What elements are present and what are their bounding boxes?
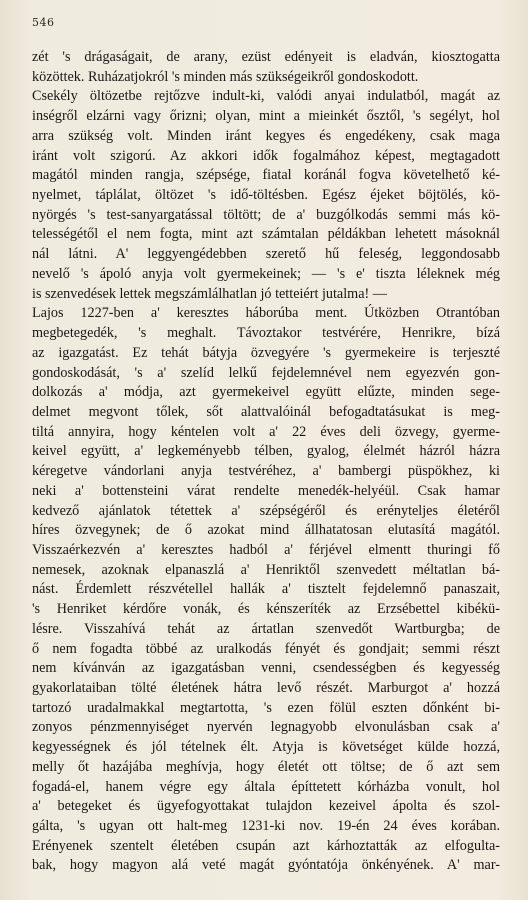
text-line: iránt volt szigorú. Az akkori idők fogalmához képest, megtagadott bbox=[32, 147, 500, 164]
text-line: kegyességnek és jól tételnek élt. Atyja is követséget külde hozzá, bbox=[32, 739, 500, 756]
text-line: keivel együtt, a' legkeményebb télben, gyalog, élelmét házról házra bbox=[32, 443, 500, 460]
text-line: Csekély öltözetbe rejtőzve indult-ki, valódi anyai indulatból, magát az bbox=[32, 88, 500, 105]
text-line: telességétől el nem fogta, mint azt számtalan példákban lehetett másoknál bbox=[32, 226, 500, 243]
text-line: nást. Érdemlett részvétellel hallák a' tisztelt fejdelemnő panaszait, bbox=[32, 581, 500, 598]
text-line: közöttek. Ruházatjokról 's minden más szükségeikről gondoskodott. bbox=[32, 68, 419, 85]
text-line: gondoskodását, 's a' szelíd lelkű fejdelemnével nem egyezvén gon- bbox=[32, 364, 500, 381]
text-line: Erényenek szentelt életében csupán azt kárhoztatták az elfogulta- bbox=[32, 837, 500, 854]
text-line: 's Henriket kérdőre vonák, és kénszeríték az Erzsébettel kibékü- bbox=[32, 601, 500, 618]
text-line: nyörgés 's test-sanyargatással töltött; de a' buzgólkodás semmi más kö- bbox=[32, 206, 500, 223]
text-line: magától minden rangja, szépsége, fiatal koránál fogva követelhető ké- bbox=[32, 167, 500, 184]
text-line: Lajos 1227-ben a' keresztes háborúba ment. Útközben Otrantóban bbox=[32, 305, 500, 322]
text-line: nál látni. A' leggyengédebben szerető hű feleség, leggondosabb bbox=[32, 246, 500, 263]
text-line: híres özvegynek; de ő azokat mind állhatatosan elutasítá magától. bbox=[32, 522, 500, 539]
text-line: Visszaérkezvén a' keresztes hadból a' férjével elmentt thuringi fő bbox=[32, 541, 500, 558]
text-line: fogadá-el, hanem végre egy általa építtetett kórházba vonult, hol bbox=[32, 778, 500, 795]
text-line: gyakorlataiban tölté életének hátra levő részét. Marburgot a' hozzá bbox=[32, 680, 500, 696]
text-line: zonyos pénzmennyiséget nyervén legnagyobb elvonulásban csak a' bbox=[32, 719, 500, 736]
text-line: neki a' bottensteini várat rendelte menedék-helyéül. Csak hamar bbox=[32, 482, 500, 499]
text-line: ő nem fogadta többé az uralkodás fényét és gondjait; semmi részt bbox=[32, 640, 500, 657]
text-line: megbetegedék, 's meghalt. Távoztakor testvérére, Henrikre, bízá bbox=[32, 325, 500, 342]
text-line: dolkozás a' módja, azt gyermekeivel együtt elűzte, minden sege- bbox=[32, 384, 500, 401]
text-line: zét 's drágaságait, de arany, ezüst edényeit is eladván, kiosztogatta bbox=[32, 49, 500, 65]
text-line: kéregetve vándorlani anyja testvéréhez, a' bambergi püspökhez, ki bbox=[32, 463, 500, 480]
text-line: delmet megvont tőlek, sőt alattvalóinál befogadtatásukat is meg- bbox=[32, 403, 500, 420]
text-line: nevelő 's ápoló anyja volt gyermekeinek; — 's e' tiszta léleknek még bbox=[32, 265, 500, 282]
text-line: kedvező ajánlatok tétettek a' szépségéről és erényteljes életéről bbox=[32, 502, 500, 519]
text-line: a' betegeket és ügyefogyottakat tulajdon kezeivel ápolta és szol- bbox=[32, 798, 500, 815]
text-line: is szenvedések lettek megszámlálhatlan jó tetteiért jutalma! — bbox=[32, 285, 387, 302]
text-line: nemesek, azoknak elpanaszlá a' Henriktől szenvedett méltatlan bá- bbox=[32, 561, 500, 578]
text-line: lésre. Visszahívá tehát az ártatlan szenvedőt Wartburgba; de bbox=[32, 620, 500, 637]
text-line: inségről elzárni vagy őrizni; olyan, mint a mieinkét ősztől, 's segélyt, hol bbox=[32, 108, 500, 125]
text-line: az igazgatást. Ez tehát bátyja özvegyére 's gyermekeire is terjeszté bbox=[32, 344, 500, 361]
text-line: gálta, 's ugyan ott halt-meg 1231-ki nov. 19-én 24 éves korában. bbox=[32, 818, 500, 835]
body-text bbox=[32, 48, 500, 876]
text-line: nyelmet, táplálat, öltözet 's idő-töltésben. Egész éjeket böjtölés, kö- bbox=[32, 187, 500, 204]
text-line: tartozó uradalmakkal megtartotta, 's ezen fölül eszten dőnként bi- bbox=[32, 699, 500, 716]
text-line: bak, hogy magyon alá veté magát gyóntatója önkényének. A' mar- bbox=[32, 857, 500, 874]
text-line: melly őt hazájába meghívja, hogy életét ott töltse; de ő azt sem bbox=[32, 758, 500, 775]
text-line: nem kívánván az igazgatásban venni, csendességben és kegyesség bbox=[32, 660, 500, 677]
text-line: tiltá annyira, hogy kéntelen volt a' 22 éves deli özvegy, gyerme- bbox=[32, 423, 500, 440]
text-line: arra szükség volt. Minden iránt kegyes és engedékeny, csak maga bbox=[32, 127, 500, 144]
page-number: 546 bbox=[32, 16, 55, 29]
